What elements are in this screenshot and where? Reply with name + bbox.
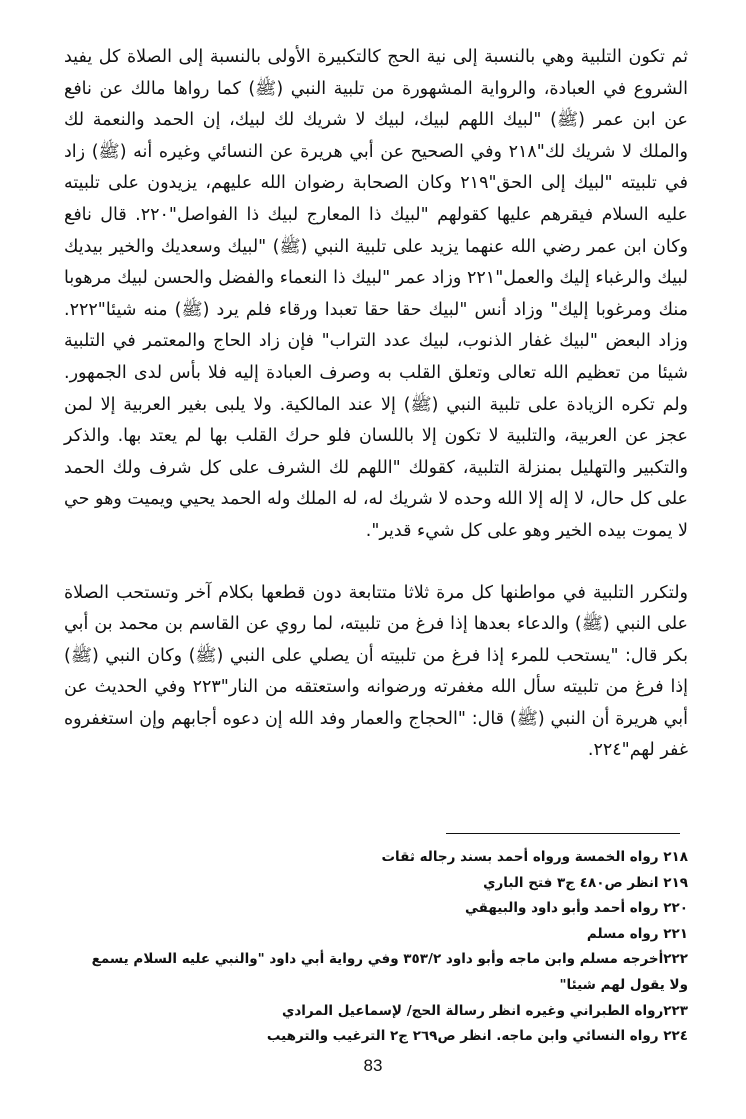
- footnote-separator: [446, 833, 680, 834]
- footnote-224: ٢٢٤ رواه النسائي وابن ماجه. انظر ص٢٦٩ ج٢ الترغيب والترهيب: [266, 1028, 688, 1045]
- footnote-222: ٢٢٢أخرجه مسلم وابن ماجه وأبو داود ٣٥٣/٢ وفي رواية أبي داود "والنبي عليه السلام يسمع ولا يقول لهم شيئا": [91, 951, 688, 993]
- paragraph-repetition: ولتكرر التلبية في مواطنها كل مرة ثلاثا متتابعة دون قطعها بكلام آخر وتستحب الصلاة على النبي (ﷺ) والدعاء بعدها إذا فرغ من تلبيته، لما روي عن القاسم بن محمد بن أبي بكر قال: "يستحب للمرء إذا فرغ من تلبيته أن يصلي على النبي (ﷺ) وكان النبي (ﷺ) إذا فرغ من تلبيته سأل الله مغفرته ورضوانه واستعتقه من النار"٢٢٣ وفي الحديث عن أبي هريرة أن النبي (ﷺ) قال: "الحجاج والعمار وفد الله إن دعوه أجابهم وإن استغفروه غفر لهم"٢٢٤.: [64, 582, 688, 761]
- footnote-223: ٢٢٣رواه الطبراني وغيره انظر رسالة الحج/ لإسماعيل المرادي: [281, 1002, 688, 1019]
- footnote-218: ٢١٨ رواه الخمسة ورواه أحمد بسند رجاله ثقات: [381, 849, 688, 865]
- page-number: 83: [363, 1056, 383, 1075]
- footnotes: [80, 845, 688, 1050]
- paragraph-talbiyah: ثم تكون التلبية وهي بالنسبة إلى نية الحج كالتكبيرة الأولى بالنسبة إلى الصلاة كل يفيد الشروع في العبادة، والرواية المشهورة من تلبية النبي (ﷺ) كما رواها مالك عن نافع عن ابن عمر (ﷺ) "لبيك اللهم لبيك، لبيك لا شريك لك لبيك، إن الحمد والنعمة لك والملك لا شريك لك"٢١٨ وفي الصحيح عن أبي هريرة عن النسائي وغيره أنه (ﷺ) زاد في تلبيته "لبيك إلى الحق"٢١٩ وكان الصحابة رضوان الله عليهم، يزيدون على تلبيته عليه السلام فيقرهم عليها كقولهم "لبيك ذا المعارج لبيك ذا الفواصل"٢٢٠. قال نافع وكان ابن عمر رضي الله عنهما يزيد على تلبية النبي (ﷺ) "لبيك وسعديك والخير بيديك لبيك والرغباء إليك والعمل"٢٢١ وزاد عمر "لبيك ذا النعماء والفضل والحسن لبيك مرهوبا منك ومرغوبا إليك" وزاد أنس "لبيك حقا حقا تعبدا ورقاء فلم يرد (ﷺ) منه شيئا"٢٢٢. وزاد البعض "لبيك غفار الذنوب، لبيك عدد التراب" فإن زاد الحاج والمعتمر في التلبية شيئا من تعظيم الله تعالى وتعلق القلب به وصرف العبادة إليه فلا بأس لدى الجمهور. ولم تكره الزيادة على تلبية النبي (ﷺ) إلا عند المالكية. ولا يلبى بغير العربية إلا لمن عجز عن العربية، والتلبية لا تكون إلا باللسان فلو حرك القلب بها لم يعتد بها. والذكر والتكبير والتهليل بمنزلة التلبية، كقولك "اللهم لك الشرف على كل شرف ولك الحمد على كل حال، لا إله إلا الله وحده لا شريك له، له الملك وله الحمد يحيي ويميت وهو حي لا يموت بيده الخير وهو على كل شيء قدير".: [64, 47, 688, 541]
- main-text: [64, 42, 688, 767]
- footnote-220: ٢٢٠ رواه أحمد وأبو داود والبيهقي: [464, 900, 688, 917]
- footnote-221: ٢٢١ رواه مسلم: [586, 925, 688, 942]
- footnote-219: ٢١٩ انظر ص٤٨٠ ج٣ فتح الباري: [483, 874, 688, 891]
